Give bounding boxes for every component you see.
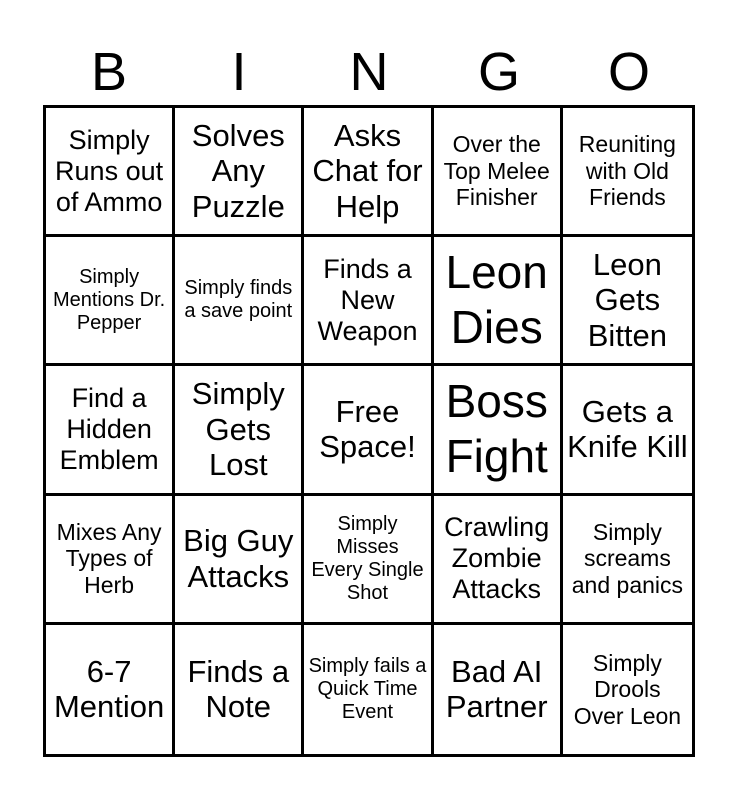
cell-label: Find a Hidden Emblem — [59, 382, 159, 476]
cell-label: Over the Top Melee Finisher — [443, 131, 550, 211]
cell-label: Simply fails a Quick Time Event — [308, 654, 427, 723]
header-letter-g: G — [477, 42, 520, 102]
bingo-cell-b3[interactable] — [46, 366, 175, 495]
bingo-cell-o3[interactable] — [563, 366, 692, 495]
cell-label: Finds a New Weapon — [317, 253, 418, 346]
bingo-cell-o1[interactable] — [563, 108, 692, 237]
header-letter-n: N — [349, 42, 389, 102]
cell-label: 6-7 Mention — [53, 653, 165, 725]
bingo-cell-n4[interactable] — [304, 496, 433, 625]
cell-label: Bad AI Partner — [445, 653, 548, 725]
bingo-cell-i4[interactable] — [175, 496, 304, 625]
cell-label: Crawling Zombie Attacks — [444, 512, 550, 605]
cell-label: Mixes Any Types of Herb — [56, 519, 162, 598]
bingo-cell-g2[interactable] — [434, 237, 563, 366]
header-letter-b: B — [90, 42, 128, 102]
bingo-cell-g1[interactable] — [434, 108, 563, 237]
cell-label: Simply screams and panics — [571, 519, 684, 598]
bingo-cell-i1[interactable] — [175, 108, 304, 237]
cell-label: Asks Chat for Help — [312, 117, 423, 224]
cell-label: Simply Mentions Dr. Pepper — [52, 265, 166, 334]
bingo-cell-b4[interactable] — [46, 496, 175, 625]
cell-label: Big Guy Attacks — [183, 523, 294, 594]
cell-label: Simply Drools Over Leon — [573, 649, 682, 729]
bingo-cell-i5[interactable] — [175, 625, 304, 754]
bingo-cell-i2[interactable] — [175, 237, 304, 366]
bingo-cell-g4[interactable] — [434, 496, 563, 625]
header-letter-o: O — [607, 42, 650, 102]
cell-label: Leon Dies — [445, 246, 548, 354]
bingo-cell-b2[interactable] — [46, 237, 175, 366]
cell-label: Leon Gets Bitten — [587, 246, 668, 354]
bingo-header — [44, 40, 694, 104]
cell-label: Boss Fight — [445, 375, 548, 483]
bingo-cell-n2[interactable] — [304, 237, 433, 366]
bingo-cell-n1[interactable] — [304, 108, 433, 237]
bingo-cell-g5[interactable] — [434, 625, 563, 754]
bingo-cell-g3[interactable] — [434, 366, 563, 495]
header-letter-i: I — [231, 42, 247, 102]
bingo-cell-n5[interactable] — [304, 625, 433, 754]
bingo-cell-o2[interactable] — [563, 237, 692, 366]
cell-label: Solves Any Puzzle — [191, 117, 285, 224]
cell-label: Simply Misses Every Single Shot — [311, 512, 424, 604]
cell-label: Simply finds a save point — [184, 277, 293, 323]
bingo-cell-n3-free-space[interactable] — [304, 366, 433, 495]
cell-label: Simply Runs out of Ammo — [55, 124, 164, 217]
cell-label: Reuniting with Old Friends — [578, 131, 676, 211]
bingo-cell-b5[interactable] — [46, 625, 175, 754]
bingo-cell-o4[interactable] — [563, 496, 692, 625]
cell-label: Finds a Note — [187, 653, 290, 725]
bingo-cell-i3[interactable] — [175, 366, 304, 495]
cell-label: Simply Gets Lost — [191, 376, 285, 483]
cell-label: Free Space! — [319, 393, 416, 465]
bingo-cell-o5[interactable] — [563, 625, 692, 754]
cell-label: Gets a Knife Kill — [567, 393, 688, 465]
bingo-card-grid — [43, 105, 695, 757]
bingo-cell-b1[interactable] — [46, 108, 175, 237]
